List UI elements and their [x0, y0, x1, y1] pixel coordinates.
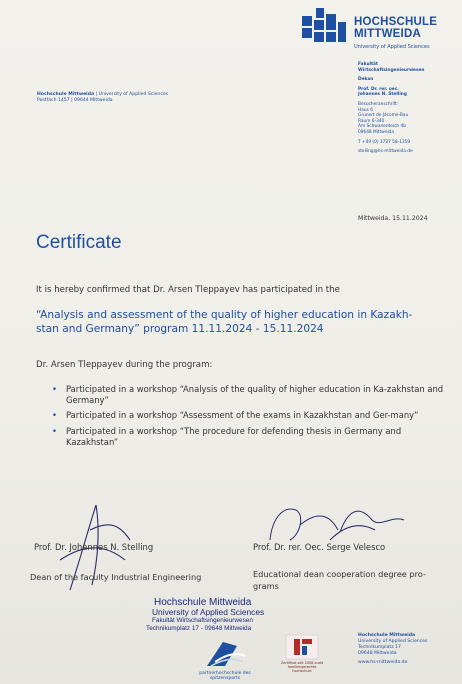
right-signatory-role: Educational dean cooperation degree pro-grams — [253, 569, 426, 591]
stamp-line-4: Technikumplatz 17 - 09648 Mittweida — [146, 625, 252, 632]
logo-name-line2: MITTWEIDA — [354, 28, 421, 40]
faculty-name: Wirtschaftsingenieurwesen — [358, 67, 425, 73]
bullet-icon: • — [52, 384, 57, 394]
faculty-label: Fakultät — [358, 62, 378, 67]
sender-postbox: Postfach 1457 | 09644 Mittweida — [37, 98, 113, 103]
visit-line-2: Grunert de Jácome-Bau — [358, 113, 409, 119]
sports-partner-icon — [185, 636, 265, 670]
stamp-line-1: Hochschule Mittweida — [154, 597, 252, 608]
visit-label: Besucheranschrift: — [358, 101, 399, 107]
during-text: Dr. Arsen Tleppayev during the program: — [36, 360, 213, 370]
university-stamp — [146, 597, 264, 633]
partner-logo-text: partnerhochschule des spitzensports — [199, 671, 251, 681]
phone: T +49 (0) 3727 58-1359 — [358, 139, 411, 145]
family-audit-text: Zertifikat seit 2008 audit familiengerechte hochschule — [280, 661, 324, 673]
footer-address — [358, 633, 458, 666]
right-signature — [270, 509, 404, 540]
sender-suffix: | University of Applied Sciences — [94, 92, 169, 97]
dean-name: Johannes N. Stelling — [358, 92, 407, 98]
confirmation-text: It is hereby confirmed that Dr. Arsen Tleppayev has participated in the — [36, 285, 340, 295]
sender-name: Hochschule Mittweida — [37, 92, 95, 97]
email: stelling@hs-mittweida.de — [358, 149, 413, 155]
logo-subtitle: University of Applied Sciences — [354, 44, 430, 50]
dean-label: Dekan — [358, 77, 374, 83]
program-line-2: stan and Germany” program 11.11.2024 - 15.11.2024 — [36, 323, 324, 335]
logo-name-line1: HOCHSCHULE — [354, 16, 438, 28]
visit-line-5: 09648 Mittweida — [358, 129, 395, 135]
footer-line-3: Technikumplatz 17 — [358, 645, 401, 650]
document-date: Mittweida, 15.11.2024 — [358, 215, 428, 222]
stamp-line-2: University of Applied Sciences — [152, 607, 265, 617]
dean-title: Prof. Dr. rer. oec. — [358, 86, 399, 92]
left-signatory-role: Dean of the faculty Industrial Engineering — [30, 572, 202, 582]
stamp-line-3: Fakultät Wirtschaftsingenieurwesen — [152, 617, 253, 624]
visit-line-3: Raum 6-340 — [358, 118, 385, 124]
workshop-text: Participated in a workshop “The procedure for defending thesis in Germany and Kazakhstan” — [66, 425, 402, 447]
family-audit-icon — [280, 633, 324, 661]
footer-line-4: 09648 Mittweida — [358, 651, 397, 656]
workshop-text: Participated in a workshop “Analysis of the quality of higher education in Ka-zakhstan and Germany” — [66, 384, 444, 406]
visit-line-4: Am Schwanenteich 4b — [358, 124, 406, 130]
footer-web: www.hs-mittweida.de — [358, 660, 408, 665]
right-signatory-name: Prof. Dr. rer. Oec. Serge Velesco — [253, 542, 386, 552]
footer-name: Hochschule Mittweida — [358, 633, 416, 638]
visit-line-1: Haus 6 — [358, 107, 373, 113]
bullet-icon: • — [52, 410, 57, 421]
footer-line-2: University of Applied Sciences — [358, 639, 428, 644]
partner-logo — [185, 636, 275, 681]
left-signatory-name: Prof. Dr. Johannes N. Stelling — [34, 542, 154, 552]
family-audit-logo — [280, 633, 324, 681]
workshop-text: Participated in a workshop “Assessment of the exams in Kazakhstan and Ger-many” — [66, 410, 419, 421]
program-line-1: “Analysis and assessment of the quality of higher education in Kazakh- — [36, 309, 413, 321]
page-title: Certificate — [36, 232, 122, 253]
bullet-icon: • — [52, 425, 57, 436]
